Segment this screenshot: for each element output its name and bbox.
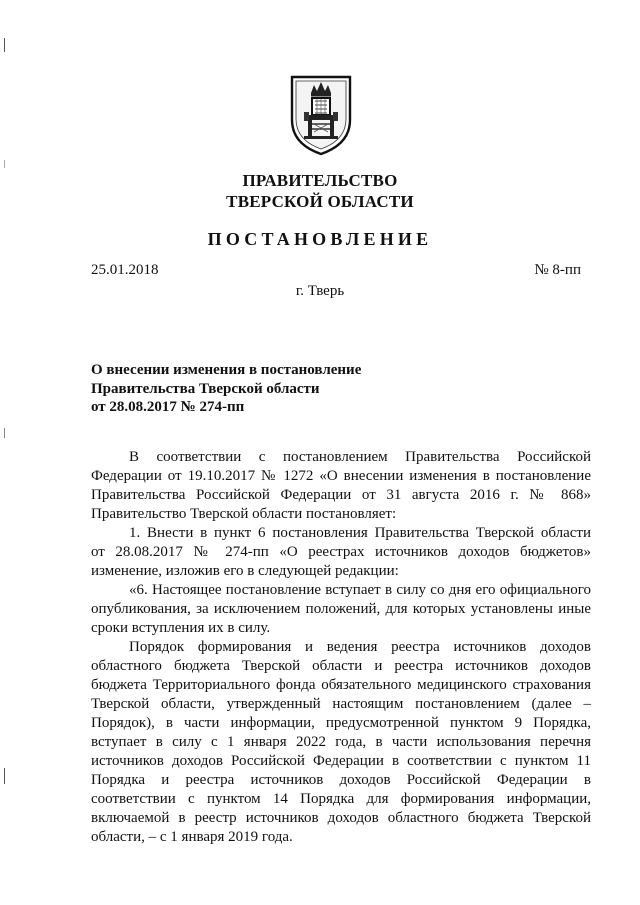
body-line: бюджета Территориального фонда обязательного медицинского страхования <box>91 677 591 693</box>
document-city: г. Тверь <box>295 283 345 299</box>
subject-line: от 28.08.2017 № 274-пп <box>91 399 245 415</box>
scan-mark <box>4 428 5 438</box>
body-line: источников доходов Российской Федерации в соответствии с пунктом 11 <box>91 753 591 769</box>
body-line: 1. Внести в пункт 6 постановления Правительства Тверской области <box>129 525 591 541</box>
org-name-line-1: ПРАВИТЕЛЬСТВО <box>242 171 398 190</box>
scan-mark <box>4 160 5 168</box>
body-line: Порядка и реестра источников доходов Российской Федерации в <box>91 772 591 788</box>
body-line: области, – с 1 января 2019 года. <box>91 829 293 845</box>
document-type-title: ПОСТАНОВЛЕНИЕ <box>207 229 433 249</box>
org-name-line-2: ТВЕРСКОЙ ОБЛАСТИ <box>226 192 414 211</box>
document-subject <box>91 361 421 417</box>
document-date: 25.01.2018 <box>91 262 159 278</box>
body-line: от 28.08.2017 № 274-пп «О реестрах источников доходов бюджетов» <box>91 544 591 560</box>
scan-mark <box>4 38 5 52</box>
body-line: «6. Настоящее постановление вступает в силу со дня его официального <box>129 582 591 598</box>
body-line: включаемой в реестр источников доходов областного бюджета Тверской <box>91 810 591 826</box>
body-line: соответствии с пунктом 14 Порядка для формирования информации, <box>91 791 591 807</box>
document-number: № 8-пп <box>534 262 581 278</box>
body-line: сроки вступления их в силу. <box>91 620 271 636</box>
body-line: Федерации от 19.10.2017 № 1272 «О внесении изменения в постановление <box>91 468 591 484</box>
body-line: Тверской области, утвержденный настоящим постановлением (далее – <box>91 696 591 712</box>
body-line: Правительство Тверской области постановляет: <box>91 506 397 522</box>
body-line: областного бюджета Тверской области и реестра источников доходов <box>91 658 591 674</box>
body-line: опубликования, за исключением положений, для которых установлены иные <box>91 601 591 617</box>
body-line: Порядок формирования и ведения реестра источников доходов <box>129 639 591 655</box>
scan-mark <box>4 768 5 784</box>
subject-line: Правительства Тверской области <box>91 380 320 397</box>
body-line: Правительства Российской Федерации от 31 августа 2016 г. № 868» <box>91 487 591 503</box>
body-line: изменение, изложив его в следующей редакции: <box>91 563 399 579</box>
body-line: вступает в силу с 1 января 2022 года, в части использования перечня <box>91 734 591 750</box>
body-line: В соответствии с постановлением Правительства Российской <box>129 449 591 465</box>
coat-of-arms-emblem <box>289 72 353 156</box>
subject-line: О внесении изменения в постановление <box>91 362 362 378</box>
body-line: Порядок), в части информации, предусмотренной пунктом 9 Порядка, <box>91 715 591 731</box>
